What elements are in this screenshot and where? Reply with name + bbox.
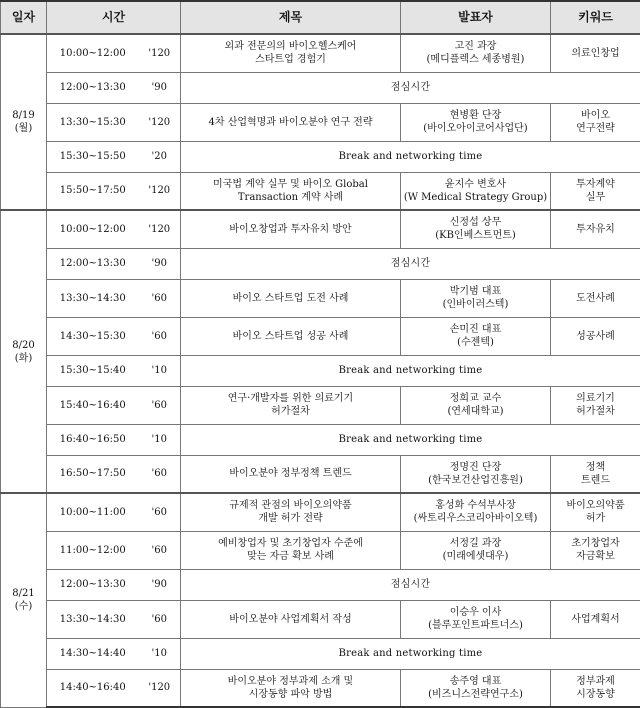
- lunch-row-label: 점심시간: [181, 569, 640, 600]
- duration: '120: [139, 669, 181, 707]
- lunch-row-label: 점심시간: [181, 248, 640, 279]
- date-label: 8/19: [3, 109, 44, 122]
- header-keyword: 키워드: [551, 1, 640, 34]
- date-label: 8/20: [3, 339, 44, 352]
- speaker: [401, 210, 551, 248]
- duration: '120: [139, 103, 181, 141]
- session-title-line: 개발 허가 전략: [183, 512, 398, 525]
- keyword-line: 투자계약: [553, 178, 638, 191]
- speaker-line: (바이오아이코어사업단): [403, 122, 548, 135]
- speaker: [401, 531, 551, 569]
- table-header: [1, 1, 640, 34]
- speaker-line: (미래에셋대우): [403, 550, 548, 563]
- session-title-line: 바이오분야 정부과제 소개 및: [183, 675, 398, 688]
- duration: '10: [139, 424, 181, 455]
- keyword: [551, 455, 640, 493]
- time-range: 16:50~17:50: [47, 455, 139, 493]
- session-title: [181, 210, 401, 248]
- time-range: 14:30~14:40: [47, 638, 139, 669]
- keyword-line: 허가: [553, 512, 638, 525]
- table-row: [1, 669, 640, 707]
- break-row-label: Break and networking time: [181, 355, 640, 386]
- speaker-line: (인바이러스텍): [403, 298, 548, 311]
- table-row: [1, 355, 640, 386]
- speaker-line: (한국보건산업진흥원): [403, 474, 548, 487]
- keyword: [551, 103, 640, 141]
- keyword: [551, 34, 640, 72]
- table-row: [1, 386, 640, 424]
- session-title: [181, 600, 401, 638]
- keyword-line: 바이오: [553, 109, 638, 122]
- session-title: [181, 172, 401, 210]
- session-title-line: Transaction 계약 사례: [183, 191, 398, 204]
- speaker: [401, 34, 551, 72]
- keyword-line: 도전사례: [553, 292, 638, 305]
- session-title-line: 바이오창업과 투자유치 방안: [183, 223, 398, 236]
- speaker-line: 홍성화 수석부사장: [403, 499, 548, 512]
- session-title-line: 외과 전문의의 바이오헬스케어: [183, 40, 398, 53]
- date-cell: [1, 493, 47, 707]
- time-range: 15:40~16:40: [47, 386, 139, 424]
- break-row-label: Break and networking time: [181, 638, 640, 669]
- table-row: [1, 600, 640, 638]
- session-title-line: 시장동향 파악 방법: [183, 688, 398, 701]
- duration: '10: [139, 355, 181, 386]
- keyword-line: 초기창업자: [553, 537, 638, 550]
- table-row: [1, 210, 640, 248]
- speaker: [401, 317, 551, 355]
- table-row: [1, 279, 640, 317]
- time-range: 15:50~17:50: [47, 172, 139, 210]
- table-row: [1, 103, 640, 141]
- weekday-label: (월): [3, 122, 44, 135]
- duration: '120: [139, 34, 181, 72]
- duration: '60: [139, 317, 181, 355]
- time-range: 10:00~12:00: [47, 34, 139, 72]
- header-date: 일자: [1, 1, 47, 34]
- keyword-line: 투자유치: [553, 223, 638, 236]
- keyword-line: 사업계획서: [553, 613, 638, 626]
- keyword: [551, 531, 640, 569]
- session-title-line: 맞는 자금 확보 사례: [183, 550, 398, 563]
- speaker-line: 고진 과장: [403, 40, 548, 53]
- table-row: [1, 455, 640, 493]
- keyword: [551, 172, 640, 210]
- duration: '90: [139, 72, 181, 103]
- table-row: [1, 248, 640, 279]
- session-title-line: 연구·개발자를 위한 의료기기: [183, 392, 398, 405]
- schedule-body: [1, 34, 640, 707]
- speaker-line: 서정길 과장: [403, 537, 548, 550]
- duration: '60: [139, 386, 181, 424]
- keyword: [551, 210, 640, 248]
- time-range: 14:40~16:40: [47, 669, 139, 707]
- keyword: [551, 669, 640, 707]
- break-row-label: Break and networking time: [181, 141, 640, 172]
- date-cell: [1, 34, 47, 210]
- speaker-line: 정희교 교수: [403, 392, 548, 405]
- speaker: [401, 386, 551, 424]
- time-range: 12:00~13:30: [47, 72, 139, 103]
- speaker: [401, 600, 551, 638]
- time-range: 10:00~12:00: [47, 210, 139, 248]
- time-range: 15:30~15:40: [47, 355, 139, 386]
- table-row: [1, 424, 640, 455]
- session-title-line: 바이오 스타트업 도전 사례: [183, 292, 398, 305]
- table-row: [1, 638, 640, 669]
- speaker: [401, 103, 551, 141]
- keyword: [551, 600, 640, 638]
- duration: '20: [139, 141, 181, 172]
- keyword-line: 바이오의약품: [553, 499, 638, 512]
- duration: '60: [139, 493, 181, 531]
- time-range: 16:40~16:50: [47, 424, 139, 455]
- table-row: [1, 531, 640, 569]
- duration: '60: [139, 455, 181, 493]
- session-title: [181, 531, 401, 569]
- keyword-line: 의료기기: [553, 392, 638, 405]
- session-title: [181, 103, 401, 141]
- weekday-label: (화): [3, 352, 44, 365]
- lunch-row-label: 점심시간: [181, 72, 640, 103]
- table-row: [1, 141, 640, 172]
- time-range: 10:00~11:00: [47, 493, 139, 531]
- keyword-line: 의료인창업: [553, 47, 638, 60]
- table-row: [1, 317, 640, 355]
- session-title-line: 4차 산업혁명과 바이오분야 연구 전략: [183, 116, 398, 129]
- speaker-line: (수젠텍): [403, 336, 548, 349]
- speaker-line: 손미진 대표: [403, 323, 548, 336]
- keyword-line: 연구전략: [553, 122, 638, 135]
- time-range: 13:30~15:30: [47, 103, 139, 141]
- session-title-line: 바이오분야 정부정책 트렌드: [183, 467, 398, 480]
- table-row: [1, 72, 640, 103]
- speaker: [401, 455, 551, 493]
- speaker: [401, 669, 551, 707]
- speaker-line: 이승우 이사: [403, 606, 548, 619]
- session-title-line: 미국법 계약 실무 및 바이오 Global: [183, 178, 398, 191]
- speaker-line: (비즈니스전략연구소): [403, 688, 548, 701]
- keyword-line: 성공사례: [553, 330, 638, 343]
- time-range: 14:30~15:30: [47, 317, 139, 355]
- speaker-line: (싸토리우스코리아바이오텍): [403, 512, 548, 525]
- session-title-line: 스타트업 경험기: [183, 53, 398, 66]
- duration: '60: [139, 531, 181, 569]
- speaker-line: (KB인베스트먼트): [403, 229, 548, 242]
- table-row: [1, 172, 640, 210]
- speaker-line: (블루포인트파트너스): [403, 619, 548, 632]
- speaker-line: 윤지수 변호사: [403, 178, 548, 191]
- session-title-line: 바이오분야 사업계획서 작성: [183, 613, 398, 626]
- speaker: [401, 493, 551, 531]
- duration: '60: [139, 600, 181, 638]
- duration: '60: [139, 279, 181, 317]
- date-label: 8/21: [3, 587, 44, 600]
- session-title: [181, 317, 401, 355]
- session-title: [181, 279, 401, 317]
- time-range: 13:30~14:30: [47, 600, 139, 638]
- date-cell: [1, 210, 47, 493]
- speaker-line: 현병환 단장: [403, 109, 548, 122]
- keyword-line: 정부과제: [553, 675, 638, 688]
- duration: '120: [139, 172, 181, 210]
- duration: '10: [139, 638, 181, 669]
- header-title: 제목: [181, 1, 401, 34]
- header-speaker: 발표자: [401, 1, 551, 34]
- time-range: 15:30~15:50: [47, 141, 139, 172]
- time-range: 12:00~13:30: [47, 248, 139, 279]
- session-title: [181, 386, 401, 424]
- session-title: [181, 493, 401, 531]
- speaker-line: (연세대학교): [403, 405, 548, 418]
- session-title-line: 바이오 스타트업 성공 사례: [183, 330, 398, 343]
- duration: '90: [139, 248, 181, 279]
- duration: '90: [139, 569, 181, 600]
- table-row: [1, 34, 640, 72]
- session-title-line: 허가절차: [183, 405, 398, 418]
- speaker: [401, 279, 551, 317]
- keyword-line: 정책: [553, 461, 638, 474]
- session-title-line: 규제적 관점의 바이오의약품: [183, 499, 398, 512]
- keyword: [551, 493, 640, 531]
- session-title: [181, 669, 401, 707]
- keyword-line: 허가절차: [553, 405, 638, 418]
- time-range: 13:30~14:30: [47, 279, 139, 317]
- keyword: [551, 317, 640, 355]
- speaker-line: 송주영 대표: [403, 675, 548, 688]
- header-time: 시간: [47, 1, 181, 34]
- session-title-line: 예비창업자 및 초기창업자 수준에: [183, 537, 398, 550]
- speaker: [401, 172, 551, 210]
- time-range: 12:00~13:30: [47, 569, 139, 600]
- keyword-line: 자금확보: [553, 550, 638, 563]
- time-range: 11:00~12:00: [47, 531, 139, 569]
- session-title: [181, 455, 401, 493]
- speaker-line: 정명진 단장: [403, 461, 548, 474]
- speaker-line: 신정섭 상무: [403, 216, 548, 229]
- speaker-line: (메디플렉스 세종병원): [403, 53, 548, 66]
- speaker-line: 박기범 대표: [403, 285, 548, 298]
- table-row: [1, 569, 640, 600]
- keyword-line: 시장동향: [553, 688, 638, 701]
- keyword-line: 트렌드: [553, 474, 638, 487]
- session-title: [181, 34, 401, 72]
- duration: '120: [139, 210, 181, 248]
- speaker-line: (W Medical Strategy Group): [403, 191, 548, 204]
- keyword-line: 실무: [553, 191, 638, 204]
- keyword: [551, 279, 640, 317]
- keyword: [551, 386, 640, 424]
- break-row-label: Break and networking time: [181, 424, 640, 455]
- table-row: [1, 493, 640, 531]
- weekday-label: (수): [3, 600, 44, 613]
